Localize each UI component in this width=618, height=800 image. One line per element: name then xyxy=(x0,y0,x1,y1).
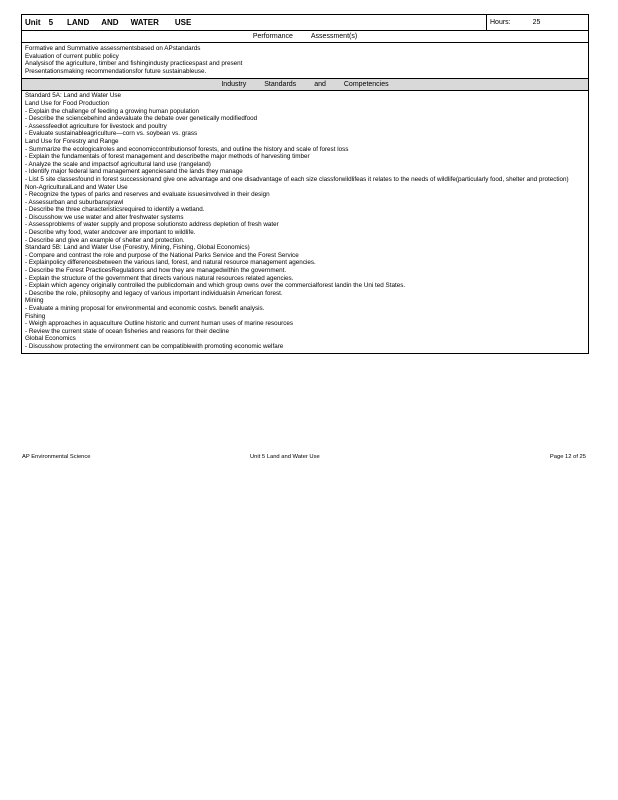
standard-line: - Describe and give an example of shelter and protection. xyxy=(25,236,185,244)
standard-line: - Assessproblems of water supply and propose solutionsto address depletion of fresh water xyxy=(25,221,279,229)
unit-label: Unit xyxy=(25,18,41,27)
standard-line: Non-AgriculturalLand and Water Use xyxy=(25,183,128,191)
standard-line: - Discusshow we use water and alter freshwater systems xyxy=(25,213,184,221)
standard-line: - Summarize the ecologicalroles and economiccontributionsof forests, and outline the history and scale of forest loss xyxy=(25,145,349,153)
standard-line: - Assessurban and suburbansprawl xyxy=(25,198,124,206)
section-title-word: and xyxy=(314,81,326,89)
assessment-line: Evaluation of current public policy xyxy=(25,52,119,60)
standards-list xyxy=(22,91,588,352)
section-title-word: Assessment(s) xyxy=(310,33,358,40)
standard-line: - Evaluate a mining proposal for environmental and economic costvs. benefit analysis. xyxy=(25,305,265,312)
standard-line: Land Use for Forestry and Range xyxy=(25,137,119,145)
standard-line: - Describe the Forest PracticesRegulations and how they are managedwithin the government. xyxy=(25,267,287,275)
standard-line: Standard 5B: Land and Water Use (Forestry, Mining, Fishing, Global Economics) xyxy=(25,244,250,252)
hours-value: 25 xyxy=(532,19,541,26)
hours-cell xyxy=(486,15,588,30)
standard-line: - Weigh approaches in aquaculture Outline historic and current human uses of marine resources xyxy=(25,320,293,328)
unit-title-word: AND xyxy=(101,18,119,27)
footer-course: AP Environmental Science xyxy=(22,454,91,460)
standard-line: - Explainpolicy differencesbetween the various land, forest, and natural resource management agencies. xyxy=(25,259,316,267)
standard-line: - Analyze the scale and impactsof agricultural land use (rangeland) xyxy=(25,160,211,168)
footer-unit: Unit 5 Land and Water Use xyxy=(250,454,320,460)
unit-title xyxy=(22,15,486,30)
standard-line: Global Economics xyxy=(25,335,76,343)
standard-line: - Explain which agency originally controlled the publicdomain and which group owns over the commercialforest landin the Uni ted States. xyxy=(25,282,406,290)
standard-line: - Describe the sciencebehind andevaluate the debate over genetically modifiedfood xyxy=(25,115,258,123)
standard-line: - Explain the structure of the government that directs various natural resources related agencies. xyxy=(25,274,294,282)
assessment-line: Analysisof the agriculture, timber and fishingindusty practicespast and present xyxy=(25,60,243,68)
standard-line: Mining xyxy=(25,297,44,305)
standard-line: - Review the current state of ocean fisheries and reasons for their decline xyxy=(25,327,230,335)
industry-standards-title xyxy=(22,78,588,91)
standard-line: - Assessfeedlot agriculture for livestock and poultry xyxy=(25,122,167,130)
standard-line: - Discusshow protecting the environment can be compatiblewith promoting economic welfare xyxy=(25,342,284,350)
assessment-line: Formative and Summative assessmentsbased on APstandards xyxy=(25,45,201,52)
standard-line: Standard 5A: Land and Water Use xyxy=(25,92,122,100)
standard-line: - Describe the three characteristicsrequired to identify a wetland. xyxy=(25,206,205,214)
unit-title-word: USE xyxy=(174,18,192,27)
curriculum-table xyxy=(21,14,589,354)
standard-line: - Recognize the types of parks and reserves and evaluate issuesinvolved in their design xyxy=(25,191,270,199)
standard-line: - Describe the role, philosophy and legacy of various important individualsin American forest. xyxy=(25,289,283,297)
standard-line: - Explain the challenge of feeding a growing human population xyxy=(25,107,199,115)
unit-title-word: WATER xyxy=(130,18,159,27)
page-footer xyxy=(22,454,586,460)
standard-line: - Evaluate sustainableagriculture—corn vs. soybean vs. grass xyxy=(25,130,198,138)
standard-line: Fishing xyxy=(25,312,46,320)
section-title-word: Standards xyxy=(264,81,297,89)
unit-title-word: LAND xyxy=(67,18,90,27)
assessment-line: Presentationsmaking recommendationsfor future sustainableuse. xyxy=(25,67,207,75)
standard-line: - Describe why food, water andcover are important to wildlife. xyxy=(25,229,196,237)
unit-number: 5 xyxy=(48,18,54,27)
standard-line: - List 5 site classesfound in forest successionand give one advantage and one disadvantage of each size classforwildlifeas it relates to the needs of wildlife(particularly food, shelter and protection) xyxy=(25,175,569,183)
section-title-word: Competencies xyxy=(343,81,389,89)
footer-page-number: Page 12 of 25 xyxy=(549,454,586,460)
standard-line: - Identify major federal land management agenciesand the lands they manage xyxy=(25,168,243,176)
hours-label: Hours: xyxy=(490,19,511,26)
standard-line: Land Use for Food Production xyxy=(25,99,110,107)
performance-assessment-list xyxy=(22,43,588,78)
section-title-word: Performance xyxy=(252,33,293,40)
performance-assessment-title xyxy=(22,31,588,43)
unit-header-row xyxy=(22,15,588,31)
section-title-word: Industry xyxy=(221,81,247,89)
standard-line: - Compare and contrast the role and purpose of the National Parks Service and the Forest Service xyxy=(25,251,299,259)
standard-line: - Explain the fundamentals of forest management and describethe major methods of harvesting timber xyxy=(25,153,310,161)
